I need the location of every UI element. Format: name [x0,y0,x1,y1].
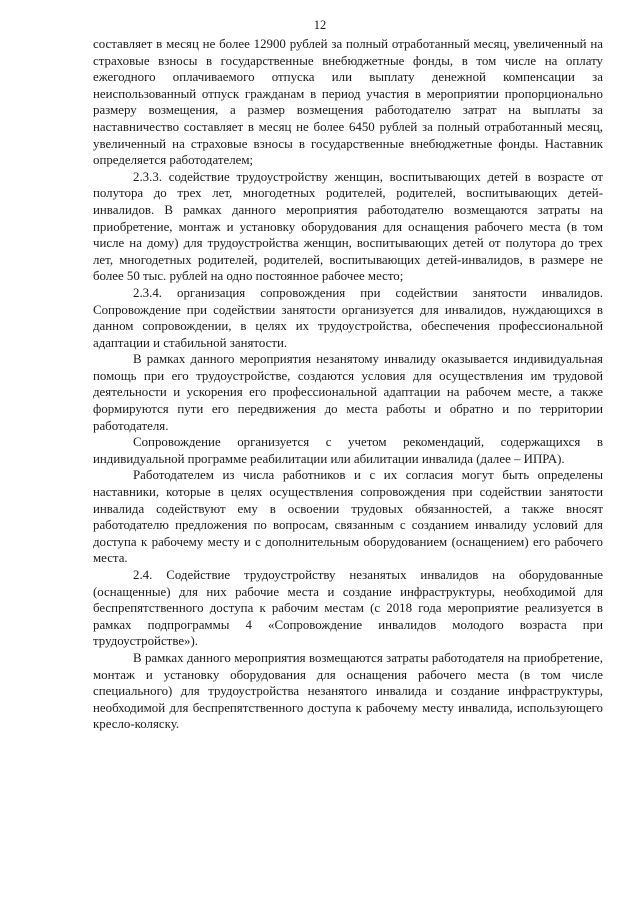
paragraph-2-4: 2.4. Содействие трудоустройству незанятых инвалидов на оборудованные (оснащенные) для них рабочие места и создание инфраструктуры, необходимой для беспрепятственного доступа к рабочим местам (с 2018 года мероприятие реализуется в рамках подпрограммы 4 «Сопровождение инвалидов молодого возраста при трудоустройстве»). [93,568,603,649]
paragraph-mentors: Работодателем из числа работников и с их согласия могут быть определены наставники, которые в целях осуществления сопровождения при содействии занятости инвалида содействуют ему в освоении трудовых обязанностей, а также вносят работодателю предложения по вопросам, связанным с созданием инвалиду условий для доступа к рабочему месту и с дополнительным оборудованием (оснащением) его рабочего места. [93,468,603,566]
paragraph-individual-assistance: В рамках данного мероприятия незанятому инвалиду оказывается индивидуальная помощь при его трудоустройстве, создаются условия для осуществления им трудовой деятельности и ускорения его профессиональной адаптации на рабочем месте, а также формируются пути его передвижения до места работы и обратно и по территории работодателя. [93,352,603,433]
paragraph-2-3-4: 2.3.4. организация сопровождения при содействии занятости инвалидов. Сопровождение при содействии занятости организуется для инвалидов, нуждающихся в данном сопровождении, в целях их трудоустройства, обеспечения профессиональной адаптации и стабильной занятости. [93,285,603,350]
paragraph-reimbursement: В рамках данного мероприятия возмещаются затраты работодателя на приобретение, монтаж и установку оборудования для оснащения рабочего места (в том числе специального) для трудоустройства незанятого инвалида и создание инфраструктуры, необходимой для беспрепятственного доступа к рабочему месту инвалида, использующего кресло-коляску. [93,650,603,732]
document-body [93,36,603,733]
paragraph-continuation: составляет в месяц не более 12900 рублей за полный отработанный месяц, увеличенный на страховые взносы в государственные внебюджетные фонды, в том числе на оплату ежегодного оплачиваемого отпуска или выплату денежной компенсации за неиспользованный отпуск гражданам в период участия в мероприятии пропорционально размеру возмещения, а размер возмещения работодателю затрат на выплаты за наставничество составляет в месяц не более 6450 рублей за полный отработанный месяц, увеличенный на страховые взносы в государственные внебюджетные фонды. Наставник определяется работодателем; [93,37,603,168]
paragraph-ipra: Сопровождение организуется с учетом рекомендаций, содержащихся в индивидуальной программе реабилитации или абилитации инвалида (далее – ИПРА). [93,435,603,466]
page-number: 12 [313,18,327,32]
paragraph-2-3-3: 2.3.3. содействие трудоустройству женщин, воспитывающих детей в возрасте от полутора до трех лет, многодетных родителей, родителей, воспитывающих детей-инвалидов. В рамках данного мероприятия работодателю возмещаются затраты на приобретение, монтаж и установку оборудования для оснащения рабочего места (в том числе на дому) для трудоустройства женщин, воспитывающих детей от полутора до трех лет, многодетных родителей, родителей, воспитывающих детей-инвалидов, в размере не более 50 тыс. рублей на одно постоянное рабочее место; [93,169,603,284]
